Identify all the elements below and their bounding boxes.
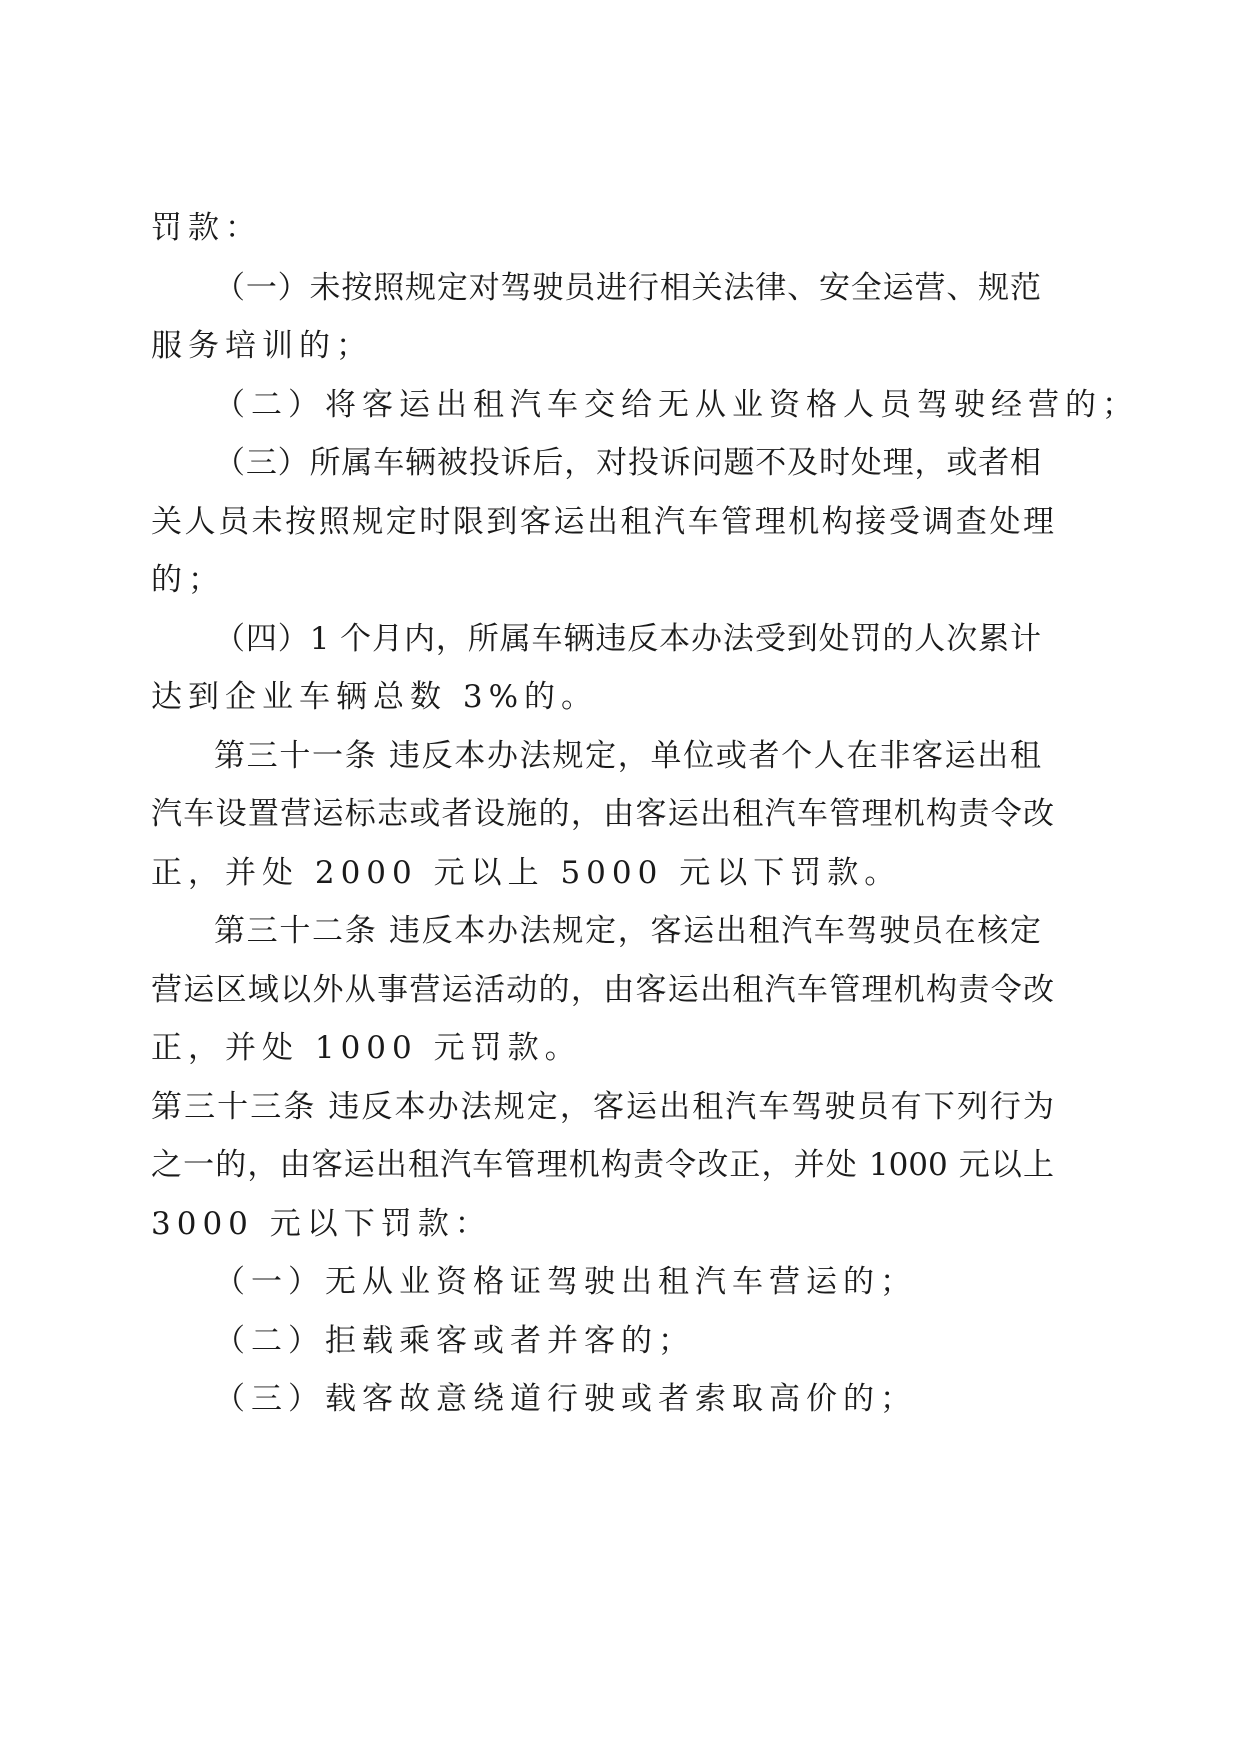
text-line-6: 关人员未按照规定时限到客运出租汽车管理机构接受调查处理: [151, 504, 1054, 540]
text-line-17: 之一的，由客运出租汽车管理机构责令改正，并处 1000 元以上: [151, 1147, 1054, 1183]
text-line-1: 罚款：: [151, 210, 262, 246]
text-line-8: （四）1 个月内，所属车辆违反本办法受到处罚的人次累计: [214, 621, 1041, 657]
text-line-7: 的；: [151, 562, 225, 598]
text-line-18: 3000 元以下罚款：: [151, 1206, 492, 1242]
text-line-11: 汽车设置营运标志或者设施的，由客运出租汽车管理机构责令改: [151, 796, 1054, 832]
text-line-14: 营运区域以外从事营运活动的，由客运出租汽车管理机构责令改: [151, 972, 1054, 1008]
text-line-3: 服务培训的；: [151, 328, 373, 364]
text-line-4: （二）将客运出租汽车交给无从业资格人员驾驶经营的；: [214, 387, 1139, 423]
text-line-19: （一）无从业资格证驾驶出租汽车营运的；: [214, 1264, 917, 1300]
text-line-2: （一）未按照规定对驾驶员进行相关法律、安全运营、规范: [214, 270, 1041, 306]
text-line-15: 正，并处 1000 元罚款。: [151, 1030, 582, 1066]
text-line-16: 第三十三条 违反本办法规定，客运出租汽车驾驶员有下列行为: [151, 1089, 1054, 1125]
text-line-5: （三）所属车辆被投诉后，对投诉问题不及时处理，或者相: [214, 445, 1041, 481]
text-line-21: （三）载客故意绕道行驶或者索取高价的；: [214, 1381, 917, 1417]
text-line-12: 正，并处 2000 元以上 5000 元以下罚款。: [151, 855, 902, 891]
text-line-10: 第三十一条 违反本办法规定，单位或者个人在非客运出租: [214, 738, 1041, 774]
text-line-9: 达到企业车辆总数 3%的。: [151, 679, 599, 715]
text-line-20: （二）拒载乘客或者并客的；: [214, 1323, 695, 1359]
text-line-13: 第三十二条 违反本办法规定，客运出租汽车驾驶员在核定: [214, 913, 1041, 949]
